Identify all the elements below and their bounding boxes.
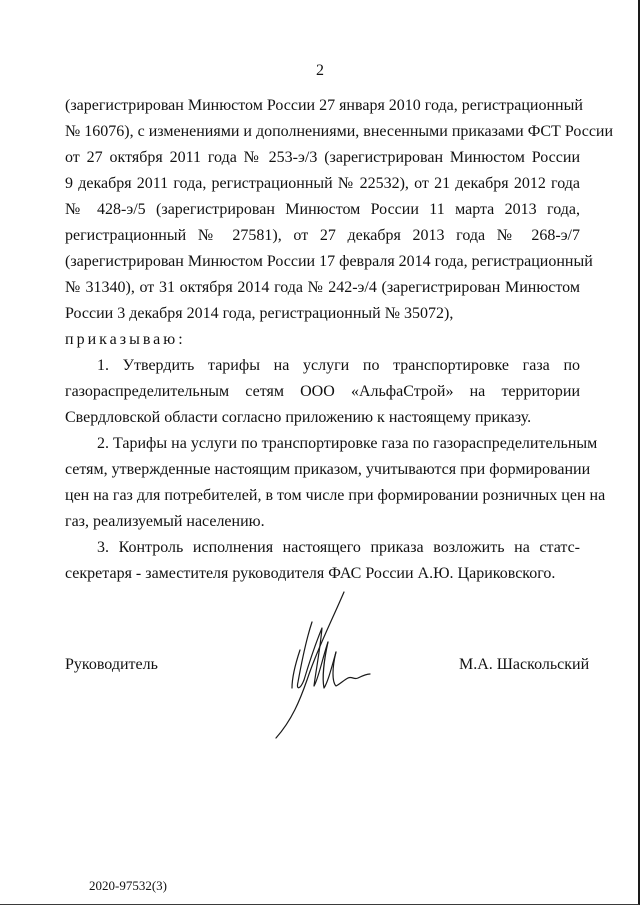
body-line: регистрационный № 27581), от 27 декабря 2013 года № 268-э/7 [65,227,580,244]
body-line: (зарегистрирован Минюстом России 17 февраля 2014 года, регистрационный [65,253,593,270]
handwritten-signature [262,590,382,740]
body-line: № 428-э/5 (зарегистрирован Минюстом России 11 марта 2013 года, [65,201,580,218]
body-line: № 31340), от 31 октября 2014 года № 242-э/4 (зарегистрирован Минюстом [65,279,580,296]
clause-2-line: сетям, утвержденные настоящим приказом, учитываются при формировании [65,461,591,478]
document-number: 2020-97532(3) [89,878,167,893]
body-line: № 16076), с изменениями и дополнениями, внесенными приказами ФСТ России [65,123,614,140]
clause-3-line: секретаря - заместителя руководителя ФАС России А.Ю. Цариковского. [65,565,556,582]
clause-1-line: Свердловской области согласно приложению к настоящему приказу. [65,409,532,426]
signatory-name: М.А. Шаскольский [459,656,590,673]
body-line: от 27 октября 2011 года № 253-э/3 (зарегистрирован Минюстом России [65,149,580,166]
clause-1-line: газораспределительным сетям ООО «АльфаСтрой» на территории [65,383,580,400]
clause-3-line: 3. Контроль исполнения настоящего приказа возложить на статс- [97,539,580,556]
page-number: 2 [316,62,324,79]
clause-1-line: 1. Утвердить тарифы на услуги по транспортировке газа по [97,357,580,374]
body-line: России 3 декабря 2014 года, регистрационный № 35072), [65,305,454,322]
body-line: (зарегистрирован Минюстом России 27 января 2010 года, регистрационный [65,97,583,114]
clause-2-line: 2. Тарифы на услуги по транспортировке газа по газораспределительным [97,435,598,452]
clause-2-line: цен на газ для потребителей, в том числе при формировании розничных цен на [65,487,606,504]
signature-title: Руководитель [65,656,158,673]
decree-word: приказываю: [65,331,186,348]
clause-2-line: газ, реализуемый населению. [65,513,265,530]
body-line: 9 декабря 2011 года, регистрационный № 22532), от 21 декабря 2012 года [65,175,580,192]
